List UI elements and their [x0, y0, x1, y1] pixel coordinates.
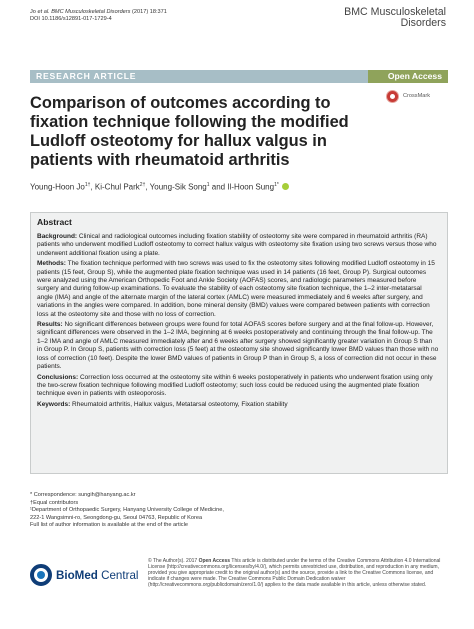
abstract-keywords — [37, 401, 439, 409]
author-name[interactable]: Il-Hoon Sung — [227, 182, 275, 192]
article-type-label: RESEARCH ARTICLE — [36, 71, 137, 81]
section-text: Rheumatoid arthritis, Hallux valgus, Metatarsal osteotomy, Fixation stability — [72, 400, 288, 408]
article-banner — [30, 70, 448, 83]
crossmark-icon — [386, 90, 399, 103]
author-affiliation-mark: 2† — [139, 182, 146, 188]
license-text — [148, 558, 448, 588]
author-separator: , — [90, 182, 93, 192]
author-name[interactable]: Young-Sik Song — [149, 182, 207, 192]
abstract-results — [37, 321, 439, 371]
author-list — [30, 182, 450, 192]
crossmark-label: CrossMark — [403, 93, 431, 99]
citation-etal: et al. — [37, 9, 50, 15]
copyright-notice: © The Author(s). 2017 — [148, 558, 198, 564]
citation-header — [30, 9, 167, 24]
abstract-background — [37, 233, 439, 258]
abstract-methods — [37, 260, 439, 319]
journal-name-line2: Disorders — [400, 17, 446, 30]
section-text: Clinical and radiological outcomes including fixation stability of osteotomy site were compared in rheumatoid arthritis (RA) patients who underwent modified Ludloff osteotomy to correct hallux valgus with osteotomy site fixation using two screws versus those who underwent additional fixation using a plate. — [37, 233, 437, 257]
license-body: This article is distributed under the terms of the Creative Commons Attribution 4.0 International License (http://creativecommons.org/licenses/by/4.0/), which permits unrestricted use, distribution, and reproduction in any medium, provided you give appropriate credit to the original author(s) and the source, provide a link to the Creative Commons license, and indicate if changes were made. The Creative Commons Public Domain Dedication waiver (http://creativecommons.org/publicdomain/zero/1.0/) applies to the data made available in this article, unless otherwise stated. — [148, 558, 441, 589]
author-separator: , — [145, 182, 148, 192]
article-title: Comparison of outcomes according to fixation technique following the modified Ludloff osteotomy for hallux valgus in patients with rheumatoid arthritis — [30, 94, 349, 170]
logo-text-bold: BioMed — [56, 569, 98, 582]
abstract-box — [30, 212, 448, 474]
section-text: Correction loss occurred at the osteotomy site within 6 weeks postoperatively in patients who underwent fixation using only the two-screw fixation technique following modified Ludloff osteotomy; such loss could be reduced using the augmented plate fixation technique even in patients with osteoporosis. — [37, 373, 433, 398]
author-name[interactable]: Ki-Chul Park — [94, 182, 140, 192]
citation-year-volume: (2017) 18:371 — [132, 9, 167, 15]
section-label: Background: — [37, 233, 78, 240]
logo-text-rest: Central — [101, 569, 139, 582]
abstract-conclusions — [37, 374, 439, 399]
citation-line — [30, 9, 167, 16]
section-text: No significant differences between groups were found for total AOFAS scores before surgery and at the final follow-up. However, significant differences were observed in the 1–2 IMA, beginning at 6 weeks postoperatively and continuing through the final follow-up. The 1–2 IMA and angle of AMLC measured immediately after and 6 weeks after surgery showed significantly greater variation in Group S than in Group P. In Group S, patients with correction loss (5 feet) at the osteotomy site showed significantly lower BMD values than those with no loss of correction (10 feet). Despite the lower BMD values of patients in Group P than in Group S, a loss of correction did not occur in these patients. — [37, 321, 439, 371]
page-footer — [30, 558, 448, 594]
footnotes — [30, 492, 280, 530]
doi[interactable]: DOI 10.1186/s12891-017-1729-4 — [30, 16, 112, 23]
license-open-access: Open Access — [198, 558, 231, 564]
biomed-central-logo[interactable] — [30, 564, 140, 588]
author-affiliation-mark: 1 — [206, 182, 210, 188]
author-conjunction: and — [211, 182, 226, 192]
section-label: Conclusions: — [37, 373, 79, 381]
orcid-icon[interactable] — [282, 183, 289, 190]
section-text: The fixation technique performed with two screws was used to fix the osteotomy sites following modified Ludloff osteotomy in 15 patients (15 feet, Group S), while the augmented plate fixation technique was used in 14 patients (16 feet, Group P). Surgical outcomes were analyzed using the American Orthopedic Foot and Ankle Society (AOFAS) scores, and radiologic parameters measured before surgery and during follow-up examinations. To evaluate the stability of each osteotomy site fixation technique, the 1–2 inter-metatarsal angle (IMA) and angle of the alternate margin of the lateral cortex (AMLC) were measured immediately and 6 weeks after surgery, and variations in the angles were compared. In addition, bone mineral density (BMD) values were compared between patients with correction loss at the osteotomy site and those with no loss of correction. — [37, 260, 435, 318]
open-access-badge — [368, 70, 448, 83]
citation-journal: BMC Musculoskeletal Disorders — [51, 9, 131, 15]
author-name[interactable]: Young-Hoon Jo — [30, 182, 85, 192]
correspondence-email[interactable]: * Correspondence: sungih@hanyang.ac.kr — [30, 492, 136, 498]
abstract-heading: Abstract — [37, 217, 72, 227]
journal-name — [344, 7, 446, 30]
section-label: Methods: — [37, 260, 66, 268]
abstract-body — [37, 233, 439, 411]
section-label: Results: — [37, 321, 63, 329]
biomed-central-logo-icon — [30, 564, 52, 586]
biomed-central-logo-text — [56, 569, 138, 582]
author-affiliation-mark: 1† — [84, 182, 91, 188]
crossmark-badge[interactable] — [386, 90, 444, 104]
equal-contributors-note: †Equal contributors — [30, 499, 79, 506]
section-label: Keywords: — [37, 400, 71, 408]
affiliation-line: ¹Department of Orthopaedic Surgery, Hanyang University College of Medicine, — [30, 507, 224, 514]
author-info-note: Full list of author information is available at the end of the article — [30, 522, 188, 529]
affiliation-line: 222-1 Wangsimni-ro, Seongdong-gu, Seoul 04763, Republic of Korea — [30, 514, 203, 521]
citation-authors: Jo — [30, 9, 36, 15]
journal-name-line1: BMC Musculoskeletal — [344, 6, 446, 18]
open-access-label: Open Access — [387, 71, 442, 81]
author-affiliation-mark: 1* — [274, 182, 279, 188]
